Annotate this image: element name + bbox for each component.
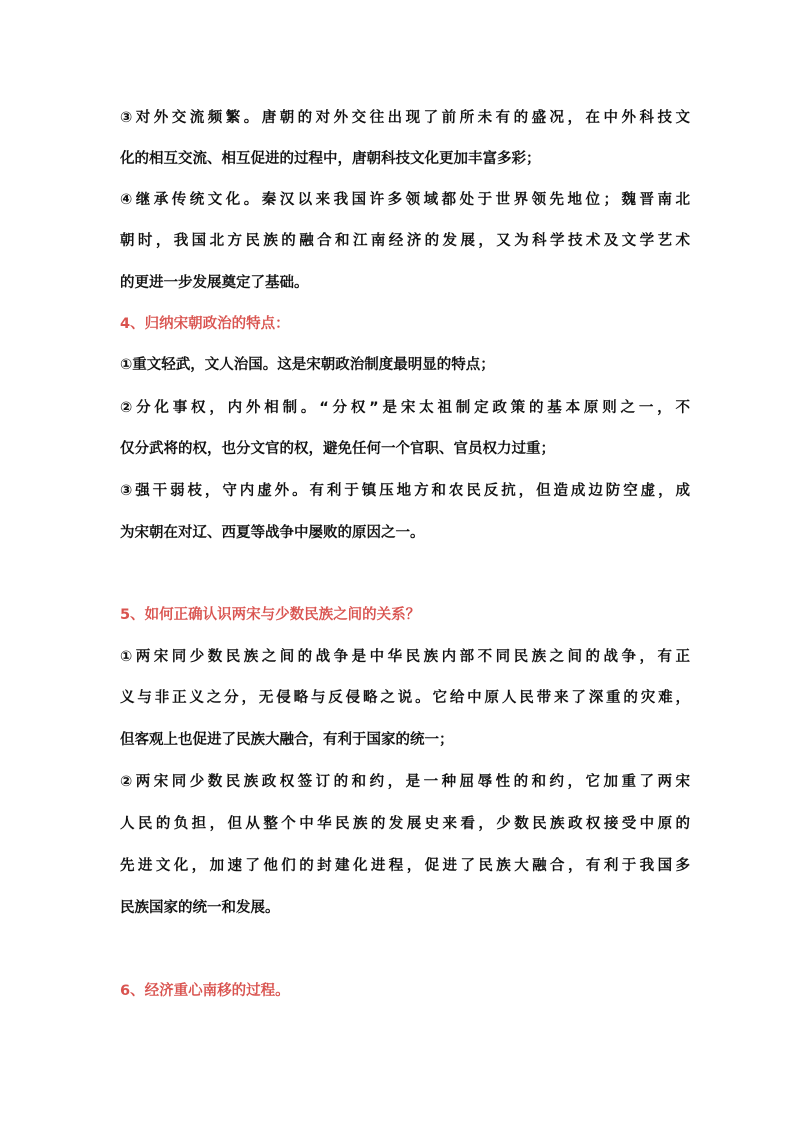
paragraph-line: 为宋朝在对辽、西夏等战争中屡败的原因之一。 [120, 525, 425, 541]
paragraph-line: ②分化事权，内外相制。“分权”是宋太祖制定政策的基本原则之一，不 [120, 400, 690, 416]
paragraph-line: 民族国家的统一和发展。 [120, 900, 280, 916]
paragraph-line: ④继承传统文化。秦汉以来我国许多领域都处于世界领先地位；魏晋南北 [120, 192, 690, 208]
paragraph-line: 的更进一步发展奠定了基础。 [120, 275, 309, 291]
paragraph-line: 但客观上也促进了民族大融合，有利于国家的统一； [120, 732, 454, 748]
paragraph-line: 朝时，我国北方民族的融合和江南经济的发展，又为科学技术及文学艺术 [120, 233, 690, 249]
paragraph-line: 义与非正义之分，无侵略与反侵略之说。它给中原人民带来了深重的灾难， [120, 690, 690, 706]
paragraph-line: 人民的负担，但从整个中华民族的发展史来看，少数民族政权接受中原的 [120, 816, 690, 832]
paragraph-line: ①重文轻武，文人治国。这是宋朝政治制度最明显的特点； [120, 357, 495, 373]
paragraph-line: 化的相互交流、相互促进的过程中，唐朝科技文化更加丰富多彩； [120, 151, 541, 167]
paragraph-line: ②两宋同少数民族政权签订的和约，是一种屈辱性的和约，它加重了两宋 [120, 774, 690, 790]
section-heading: 5、如何正确认识两宋与少数民族之间的关系？ [120, 607, 421, 623]
section-heading: 4、归纳宋朝政治的特点： [120, 316, 290, 332]
paragraph-line: ③强干弱枝，守内虚外。有利于镇压地方和农民反抗，但造成边防空虚，成 [120, 483, 690, 499]
paragraph-line: 仅分武将的权，也分文官的权，避免任何一个官职、官员权力过重； [120, 441, 555, 457]
paragraph-line: 先进文化，加速了他们的封建化进程，促进了民族大融合，有利于我国多 [120, 858, 690, 874]
section-heading: 6、经济重心南移的过程。 [120, 983, 290, 999]
paragraph-line: ①两宋同少数民族之间的战争是中华民族内部不同民族之间的战争，有正 [120, 649, 690, 665]
paragraph-line: ③对外交流频繁。唐朝的对外交往出现了前所未有的盛况，在中外科技文 [120, 110, 690, 126]
